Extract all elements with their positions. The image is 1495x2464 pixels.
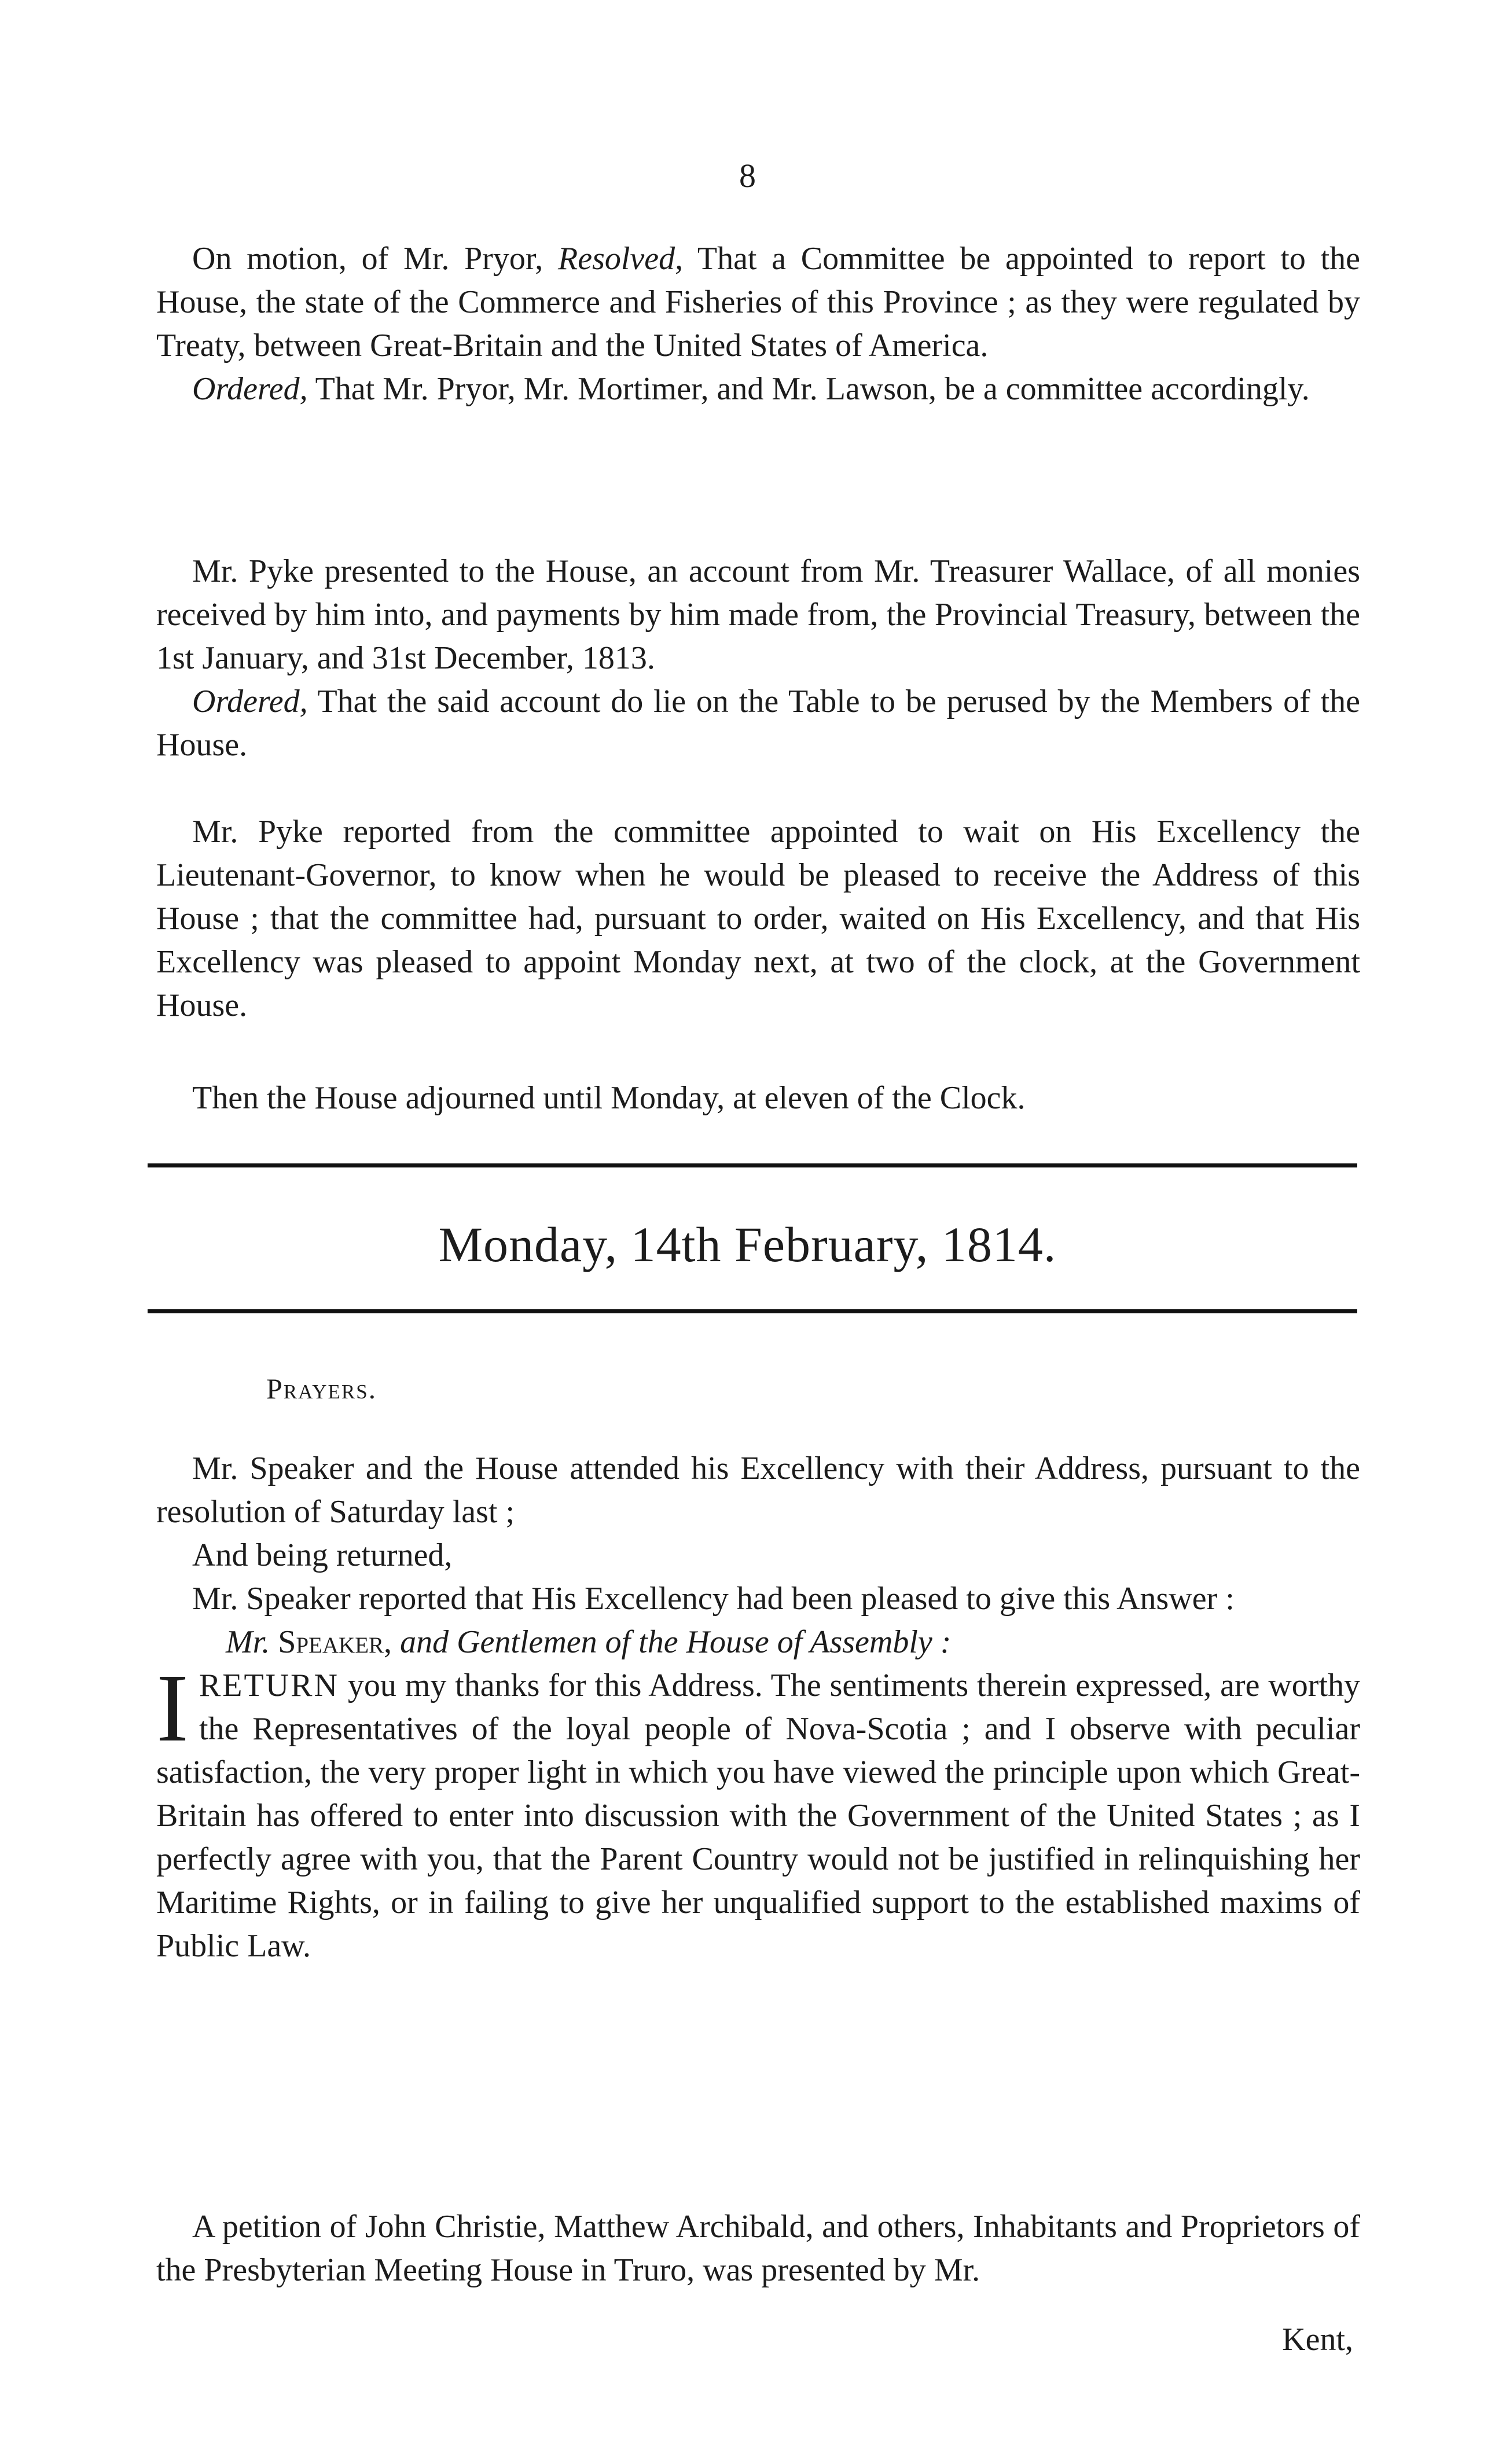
committee-report-paragraph (156, 810, 1360, 1027)
treasury-account-paragraph (156, 550, 1360, 767)
address-section (156, 1447, 1360, 1968)
speaker-reported-text: Mr. Speaker reported that His Excellency had been pleased to give this Answer : (192, 1581, 1235, 1617)
ordered-body: That Mr. Pryor, Mr. Mortimer, and Mr. Lawson, be a committee accordingly. (315, 371, 1310, 407)
petition-text: A petition of John Christie, Matthew Archibald, and others, Inhabitants and Proprietors of the Presbyterian Meeting House in Truro, was presented by Mr. (156, 2209, 1360, 2288)
resolved-label: Resolved, (558, 241, 684, 277)
catchword: Kent, (1282, 2322, 1353, 2357)
treasury-account-text: Mr. Pyke presented to the House, an account from Mr. Treasurer Wallace, of all monies received by him into, and payments by him made from, the Provincial Treasury, between the 1st January, and 31st December, 1813. (156, 553, 1360, 676)
ordered-label: Ordered, (192, 371, 308, 407)
motion-intro: On motion, of Mr. Pryor, (192, 241, 543, 277)
adjournment-paragraph (156, 1077, 1360, 1120)
answer-first-word: RETURN (199, 1668, 339, 1703)
salutation: Mr. Speaker, and Gentlemen of the House of Assembly : (226, 1624, 952, 1660)
ordered-body-2: That the said account do lie on the Table to be perused by the Members of the House. (156, 684, 1360, 763)
motion-paragraph (156, 237, 1360, 411)
top-rule (148, 1163, 1357, 1167)
answer-body: you my thanks for this Address. The sentiments therein expressed, are worthy the Representatives of the loyal people of Nova-Scotia ; and I observe with peculiar satisfaction, the very proper light in which you have viewed the principle upon which Great-Britain has offered to enter into discussion with the Government of the United States ; as I perfectly agree with you, that the Parent Country would not be justified in relinquishing her Maritime Rights, or in failing to give her unqualified support to the established maxims of Public Law. (156, 1668, 1361, 1964)
adjournment-text: Then the House adjourned until Monday, at eleven of the Clock. (192, 1080, 1026, 1116)
address-attended-text: Mr. Speaker and the House attended his Excellency with their Address, pursuant to the resolution of Saturday last ; (156, 1451, 1360, 1530)
governor-answer (156, 1654, 1361, 1968)
page-number: 8 (739, 157, 756, 194)
date-heading: Monday, 14th February, 1814. (438, 1217, 1057, 1272)
petition-paragraph (156, 2205, 1360, 2292)
drop-cap: I (156, 1654, 189, 1762)
committee-report-text: Mr. Pyke reported from the committee appointed to wait on His Excellency the Lieutenant-Governor, to know when he would be pleased to receive the Address of this House ; that the committee had, pursuant to order, waited on His Excellency, and that His Excellency was pleased to appoint Monday next, at two of the clock, at the Government House. (156, 814, 1360, 1023)
being-returned-text: And being returned, (192, 1537, 453, 1573)
bottom-rule (148, 1309, 1357, 1313)
ordered-label-2: Ordered, (192, 684, 308, 719)
prayers-heading: Prayers. (266, 1372, 377, 1405)
motion-body: That a Committee be appointed to report to the House, the state of the Commerce and Fisheries of this Province ; as they were regulated by Treaty, between Great-Britain and the United States of America. (156, 241, 1360, 363)
